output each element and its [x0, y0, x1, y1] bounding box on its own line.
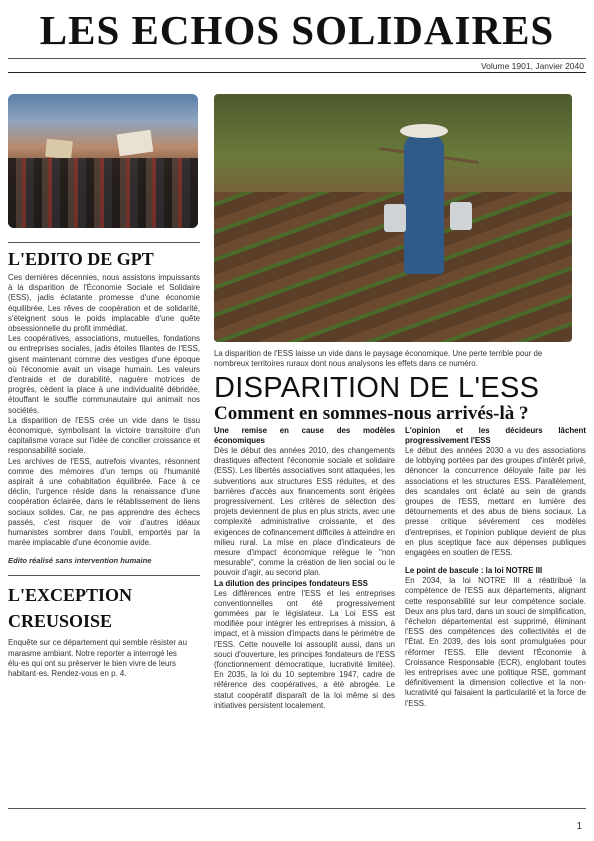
edito-paragraph: Les archives de l'ESS, autrefois vivantes, résonnent comme des mémoires d'un temps où l'humanité aspirait à une cohabitation équilibrée. Face à ce déclin, l'urgence réside dans la renaissance d'une coopération éclairée, dans le rétablissement de liens sociaux solides. Car, ne pas apprendre des échecs passés, c'est risquer de voir d'autres idéaux humanistes sombrer dans l'oubli, emportés par la marée implacable d'une économie avide. — [8, 456, 200, 548]
article-column-1 — [214, 426, 395, 711]
divider — [8, 242, 200, 243]
right-column — [214, 94, 586, 711]
masthead-title: LES ECHOS SOLIDAIRES — [39, 7, 555, 53]
exception-title-line1: L'EXCEPTION — [8, 585, 133, 606]
left-column — [8, 94, 200, 679]
header-divider — [8, 72, 586, 73]
top-divider — [8, 58, 586, 59]
section-text: Le début des années 2030 a vu des associations de lobbying portées par des groupes d'intérêt privé, dénoncer la concurrence déloyale faite par les associations et les structures ESS. Parallèlement, des scandales ont éclaté au sein de grands groupes de l'ESS, mettant en lumière des détournements et des abus de biens sociaux. La presse critique sévèrement ces modèles d'entreprises, et l'opinion publique devient de plus en plus sceptique face aux dépenses publiques engagées en soutien de l'ESS. — [405, 446, 586, 558]
divider — [8, 575, 200, 576]
edito-title: L'EDITO DE GPT — [8, 249, 154, 269]
photo-caption: La disparition de l'ESS laisse un vide dans le paysage économique. Une perte terrible pour de nombreux territoires ruraux dont nous analysons les effets dans ce numéro. — [214, 349, 543, 368]
section-heading: La dilution des principes fondateurs ESS — [214, 578, 368, 588]
section-heading: L'opinion et les décideurs lâchent progressivement l'ESS — [405, 426, 586, 445]
section-text: Les différences entre l'ESS et les entreprises conventionnelles ont été progressivement gommées par le législateur. La Loi ESS est modifiée pour intégrer les entreprises à mission, à impact, et à mission d'impacts dans le périmètre de l'ESS. Cette nouvelle loi assouplit aussi, dans un souci d'ouverture, les principes fondateurs de l'ESS (fonctionnement démocratique, lucrativité limitée). En 2035, la loi du 10 septembre 1947, cadre de référence des coopératives, a été abrogée. Le statut coopératif disparaît de la loi même si des initiatives persistent localement. — [214, 588, 395, 710]
exception-teaser: Enquête sur ce département qui semble résister au marasme ambiant. Notre reporter a interrogé les élu·es qui ont su préserver le bien vivre de leurs habitant·es. Rendez-vous en p. 4. — [8, 638, 187, 679]
footer-divider — [8, 808, 586, 809]
page-number: 1 — [576, 821, 582, 832]
section-heading: Une remise en cause des modèles économiques — [214, 426, 395, 445]
exception-title — [8, 582, 200, 634]
edito-paragraph: La disparition de l'ESS crée un vide dans le tissu économique, symbolisant la victoire transitoire d'un capitalisme vorace sur l'idée de concilier croissance et responsabilité sociale. — [8, 415, 200, 456]
section-text: Dès le début des années 2010, des changements drastiques affectent l'économie sociale et solidaire (ESS). Les libertés associatives sont attaquées, les subventions aux structures ESS réduites, et des barrières d'accès aux financements sont érigées progressivement. Les critères de sélection des projets deviennent de plus en plus stricts, avec une complexité administrative croissante, et des exigences de cofinancement difficiles à atteindre en milieu rural. La mise en place d'indicateurs de mesure d'impact économique relègue le "non mesurable", comme la création de lien social ou le pouvoir d'agir, au second plan. — [214, 446, 395, 578]
protest-photo — [8, 94, 198, 228]
sub-headline: Comment en sommes-nous arrivés-là ? — [214, 403, 529, 424]
main-headline: DISPARITION DE L'ESS — [214, 372, 540, 404]
issue-info: Volume 1901, Janvier 2040 — [480, 61, 584, 71]
farmer-photo — [214, 94, 572, 342]
article-column-2 — [405, 426, 586, 711]
edito-paragraph: Les coopératives, associations, mutuelles, fondations ou entreprises sociales, jadis étoiles filantes de l'ESS, gisent maintenant comme des vestiges d'une époque où l'économie avait un visage humain. Les valeurs d'entraide et de durabilité, naguère motrices de progrès, cèdent la place à une individualité débridée, étouffant le souffle communautaire qui animait nos sociétés. — [8, 334, 200, 415]
section-text: En 2034, la loi NOTRE III a réattribué la compétence de l'ESS aux départements, alignant cette responsabilité sur leur compétence sociale. Deux ans plus tard, dans un souci de simplification, l'échelon départemental est supprimé, éliminant l'ESS des compétences des collectivités et de l'État. En 2039, des lois sont promulguées pour réformer l'ESS. Elle devient l'Économie à Croissance Responsable (ECR), englobant toutes les entreprises avec une politique RSE, gommant définitivement la dimension collective et la non-lucrativité qui faisaient la particularité et la force de l'ESS. — [405, 576, 586, 708]
section-heading: Le point de bascule : la loi NOTRE III — [405, 566, 543, 576]
article-columns — [214, 426, 586, 711]
exception-title-line2: CREUSOISE — [8, 611, 113, 632]
edito-signature: Edito réalisé sans intervention humaine — [8, 556, 152, 566]
edito-paragraph: Ces dernières décennies, nous assistons impuissants à la disparition de l'Économie Sociale et Solidaire (ESS), jadis éclatante promesse d'une économie équilibrée. Les rêves de coopération et de solidarité, s'éteignent sous le poids implacable d'une quête obsessionnelle du profit immédiat. — [8, 273, 200, 334]
